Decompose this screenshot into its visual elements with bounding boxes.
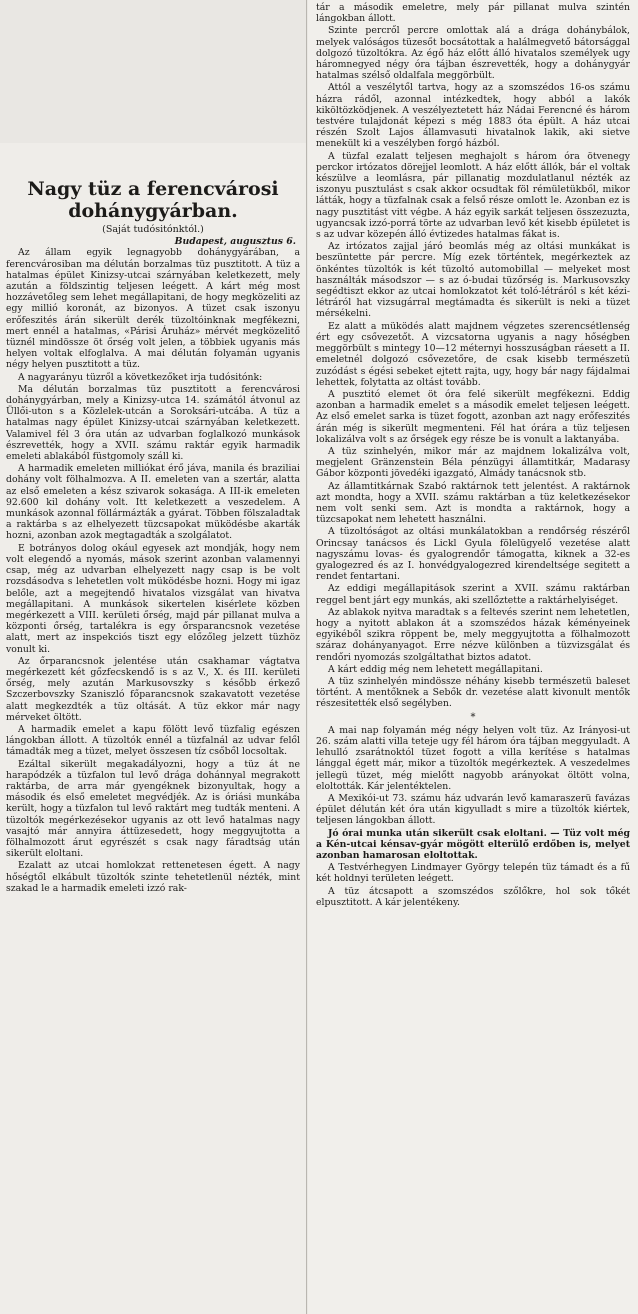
continuation-paragraph: tár a második emeletre, mely pár pillanat mulva szintén lángokban állott. [316,2,630,25]
right-body-after-separator [316,725,630,827]
dateline: Budapest, augusztus 6. [174,236,296,248]
paragraph: Az ablakok nyitva maradtak s a feltevés szerint nem lehetetlen, hogy a nyitott ablakon át a szomszédos házak kéményeinek egyikéből szikra röppent be, mely meggyujtotta a fölhalmozott száraz dohányanyagot. Erre nézve különben a tüzvizsgálat és rendőri nyomozás szolgáltathat biztos adatot. [316,606,630,663]
paragraph: A mai nap folyamán még négy helyen volt tüz. Az Irányosi-ut 26. szám alatti villa teteje ugy fél három óra tájban meggyuladt. A lehulló zsarátnoktól tüzet fogott a villa kerítése s hatalmas lánggal égett már, mikor a tüzoltók megérkeztek. A veszedelmes jellegü tüzet, még mielőtt nagyobb arányokat öltött volna, eloltották. Kár jelentéktelen. [316,724,630,792]
left-column [6,178,300,1312]
paragraph: Szinte percről percre omlottak alá a drága dohánybálok, melyek valóságos tüzesőt bocsátottak a halálmegvető bátorsággal dolgozó tüzoltókra. Az égő ház előtt álló hivatalos személyek ugy háromnegyed négy óra tájban észrevették, hogy a dohánygyár hatalmas szélső oldalfala meggörbült. [316,25,630,82]
paragraph: Az állam egyik legnagyobb dohánygyárában, a ferencvárosiban ma délután borzalmas tüz pusztitott. A tüz a hatalmas épület Kinizsy-utcai szárnyában keletkezett, mely azután a földszintig teljesen leégett. A kárt még most hozzávetőleg sem lehet megállapitani, de hogy megközeliti az egy millió koronát, az bizonyos. A tüzet csak iszonyu erőfeszités árán sikerült derék tüzoltóinknak megfékezni, mert ennél a hatalmas, «Párisi Áruház» mérvét megközelitő tüznél mindössze öt őrség volt jelen, a többiek ugyanis más helyen voltak elfoglalva. A mai délután folyamán ugyanis négy helyen pusztitott a tüz. [6,247,300,371]
right-bold-body [316,828,630,862]
paragraph: A pusztitó elemet öt óra felé sikerült megfékezni. Eddig azonban a harmadik emelet s a második emelet teljesen leégett. Az első emelet sarka is tüzet fogott, azonban azt nagy erőfeszités árán még is sikerült megmenteni. Fél hat órára a tüz teljesen lokalizálva volt s az őrségek egy része be is vonult a laktanyába. [316,388,630,445]
paragraph: Attól a veszélytől tartva, hogy az a szomszédos 16-os számu házra rádől, azonnal intézkedtek, hogy abból a lakók kiköltözködjenek. A veszélyeztetett ház Nádai Ferencné és három testvére tulajdonát képezi s még 1883 óta épült. A ház utcai részén Szolt Lajos államvasuti hivatalnok lakik, aki sietve menekült ki a veszélyben forgó házból. [316,82,630,150]
paragraph: Ez alatt a müködés alatt majdnem végzetes szerencsétlenség ért egy csővezetőt. A vizcsatorna ugyanis a nagy hőségben meggörbült s mintegy 10—12 méternyi hosszuságban ráesett a II. emeletnél dolgozó csővezetőre, de csak kisebb természetü zuzódást s égési sebeket ejtett rajta, ugy, hogy bár nagy fájdalmai lehettek, folytatta az oltást tovább. [316,320,630,388]
paragraph: Ezáltal sikerült megakadályozni, hogy a tüz át ne harapódzék a tüzfalon tul levő drága dohánnyal megrakott raktárba, de arra már gyengéknek bizonyultak, hogy a második és első emeletet megvédjék. Az is óriási munkába került, hogy a tüzfalon tul levő raktárt meg tudták menteni. A tüzoltók megérkezésekor ugyanis az ott levő hatalmas nagy vasajtó már annyira áttüzesedett, hogy meggyujtotta a fölhalmozott árut egyrészét s csak nagy fáradtság után sikerült eloltani. [6,758,300,860]
paragraph: A kárt eddig még nem lehetett megállapitani. [328,663,543,675]
headline-line-1: Nagy tüz a ferencvárosi [27,178,279,200]
paragraph: A tüz szinhelyén, mikor már az majdnem lokalizálva volt, megjelent Gränzenstein Béla pénzügyi államtitkár, Madarasy Gábor központi jövedéki igazgató, Almády tanácsnok stb. [316,445,630,480]
section-separator: * [470,711,476,723]
paragraph: A harmadik emeleten milliókat érő jáva, manila és braziliai dohány volt fölhalmozva. A II. emeleten van a szertár, alatta az első emeleten a kész szivarok sokasága. A III-ik emeleten 92.600 kil dohány volt. Itt keletkezett a veszedelem. A munkások azonnal föllármázták a gyárat. Többen fölszaladtak a raktárba s az elhelyezett tüzcsapokat müködésbe akarták hozni, azonban azok megtagadták a szolgálatot. [6,463,300,542]
paragraph: Ma délután borzalmas tüz pusztitott a ferencvárosi dohánygyárban, mely a Kinizsy-utca 14. számától átvonul az Üllői-uton s a Közlelek-utcán a Soroksári-utcába. A tüz a hatalmas nagy épület Kinizsy-utcai szárnyában keletkezett. Valamivel fél 3 óra után az udvarban foglalkozó munkások észrevették, hogy a XVII. számu raktár egyik harmadik emeleti ablakából füstgomoly száll ki. [6,383,300,463]
headline-line-2: dohánygyárban. [68,200,238,222]
left-body [6,247,300,894]
paragraph: A tüz szinhelyén mindössze néhány kisebb természetü baleset történt. A mentőknek a Sebők dr. vezetése alatt kivonult mentők részesitették első segélyben. [316,675,630,710]
paragraph: A Testvérhegyen Lindmayer György telepén tüz támadt és a fű két holdnyi területen leégett. [316,862,630,885]
right-final-body [316,862,630,908]
headline [6,178,300,222]
paragraph: A tüzoltóságot az oltási munkálatokban a rendőrség részéről Orincsay tanácsos és Lickl Gyula fölelügyelő vezetése alatt nagyszámu lovas- és gyalogrendőr támogatta, kiknek a 32-es gyalogezred és az I. honvédgyalogezred kirendeltsége segitett a rendet fentartani. [316,526,630,583]
right-body [316,25,630,709]
paragraph: A nagyarányu tüzről a következőket irja tudósitónk: [18,371,263,383]
byline: (Saját tudósitónktól.) [102,224,204,235]
paragraph: Az eddigi megállapitások szerint a XVII. számu raktárban reggel bent járt egy munkás, aki szellőztette a raktárhelyiséget. [316,583,630,606]
paragraph: Jó órai munka után sikerült csak eloltani. — Tüz volt még a Kén-utcai kénsav-gyár mögött elterülő erdőben is, melyet azonban hamarosan eloltottak. [316,827,630,862]
paragraph: E botrányos dolog okául egyesek azt mondják, hogy nem volt elegendő a nyomás, mások szerint azonban valamennyi csap, még az udvarban elhelyezett nagy csap is be volt rozsdásodva s lehetetlen volt müködésbe hozni. Hogy mi igaz belőle, azt a megejtendő hivatalos vizsgálat van hivatva megállapitani. A munkások sikertelen kisérlete közben megérkezett a VIII. kerületi őrség, majd pár pillanat mulva a központi őrség, tartalékra is egy őrsparancsnok vezetése alatt, mert az inspekciós tiszt egy előzőleg jelzett tüzhöz vonult ki. [6,542,300,655]
paragraph: Ezalatt az utcai homlokzat rettenetesen égett. A nagy hőségtől elkábult tüzoltók szinte tehetetlenül nézték, mint szakad le a harmadik emeleti izzó rak- [6,860,300,894]
paragraph: Az irtózatos zajjal járó beomlás még az oltási munkákat is beszüntette pár percre. Míg ezek történtek, megérkeztek az önkéntes tüzoltók is két tüzoltó automobillal — melyeket most használták másodszor — s az ó-budai tüzőrség is. Markusovszky segédtiszt ekkor az utcai homlokzatot két toló-létráról s két kézi-létráról hat vizsugárral megtámadta és sikerült is neki a tüzet mérsékelni. [316,241,630,320]
paragraph: A tüzfal ezalatt teljesen meghajolt s három óra ötvenegy perckor irtózatos dörejjel leomlott. A ház előtt állók, bár el voltak készülve a leomlásra, pár pillanatig mozdulatlanul nézték az iszonyu pusztulást s csak akkor ocsudtak föl rémületükből, mikor látták, hogy a tüzfalnak csak a felső része omlott le. Azonban ez is nagy pusztitást vitt végbe. A ház egyik sarkát teljesen összezuzta, ugyancsak izzó-porrá törte az udvarban levő két kisebb épületet is s az udvar közepén álló évtizedes hatalmas fákat is. [316,150,630,241]
paragraph: Az államtitkárnak Szabó raktárnok tett jelentést. A raktárnok azt mondta, hogy a XVII. számu raktárban a tüz keletkezésekor nem volt senki sem. Azt is mondta a raktárnok, hogy a tüzcsapokat nem lehetett használni. [316,480,630,526]
column-divider [306,0,307,1314]
paragraph: A harmadik emelet a kapu fölött levő tüzfalig egészen lángokban állott. A tüzoltók ennél a tüzfalnál az udvar felől támadták meg a tüzet, melyet összesen tíz csőből locsoltak. [6,723,300,758]
paragraph: A Mexikói-ut 73. számu ház udvarán levő kamaraszerü favázas épület délután két óra után kigyulladt s mire a tüzoltók kiértek, teljesen lángokban állott. [316,793,630,827]
paragraph: A tüz átcsapott a szomszédos szőlőkre, hol sok tőkét elpusztitott. A kár jelentékeny. [316,885,630,908]
right-column [316,2,630,1312]
paragraph: Az őrparancsnok jelentése után csakhamar vágtatva megérkezett két gőzfecskendő is s az V., X. és III. kerületi őrség, mely azután Markusovszky s később érkező Szczerbovszky Szaniszló főparancsnok szakavatott vezetése alatt megkezdték a tüz oltását. A tüz ekkor már nagy mérveket öltött. [6,655,300,723]
